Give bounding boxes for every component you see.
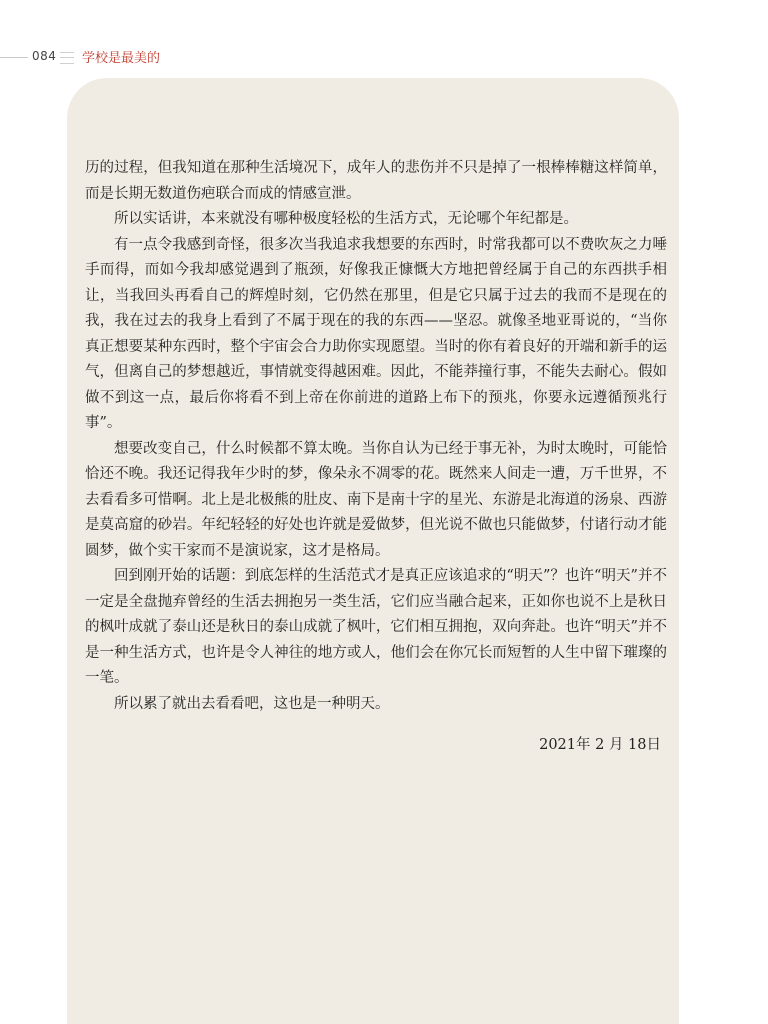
- header-decoration: [60, 52, 74, 64]
- paragraph-5: 回到刚开始的话题：到底怎样的生活范式才是真正应该追求的“明天”？也许“明天”并不一定是全盘抛弃曾经的生活去拥抱另一类生活，它们应当融合起来，正如你也说不上是秋日的枫叶成就了泰山还是秋日的泰山成就了枫叶，它们相互拥抱，双向奔赴。也许“明天”并不是一种生活方式，也许是令人神往的地方或人，他们会在你冗长而短暂的人生中留下璀璨的一笔。: [85, 568, 667, 686]
- book-title: 学校是最美的: [82, 51, 161, 66]
- paragraph-2: 所以实话讲，本来就没有哪种极度轻松的生活方式，无论哪个年纪都是。: [114, 211, 578, 227]
- page-header: [0, 46, 768, 70]
- article-body: [85, 156, 667, 759]
- paragraph-3: 有一点令我感到奇怪，很多次当我追求我想要的东西时，时常我都可以不费吹灰之力唾手而得，而如今我却感觉遇到了瓶颈，好像我正慷慨大方地把曾经属于自己的东西拱手相让，当我回头再看自己的辉煌时刻，它仍然在那里，但是它只属于过去的我而不是现在的我，我在过去的我身上看到了不属于现在的我的东西——坚忍。就像圣地亚哥说的，“当你真正想要某种东西时，整个宇宙会合力助你实现愿望。当时的你有着良好的开端和新手的运气，但离自己的梦想越近，事情就变得越困难。因此，不能莽撞行事，不能失去耐心。假如做不到这一点，最后你将看不到上帝在你前进的道路上布下的预兆，你要永远遵循预兆行事”。: [85, 236, 667, 431]
- paragraph-4: 想要改变自己，什么时候都不算太晚。当你自认为已经于事无补，为时太晚时，可能恰恰还不晚。我还记得我年少时的梦，像朵永不凋零的花。既然来人间走一遭，万千世界，不去看看多可惜啊。北上是北极熊的肚皮、南下是南十字的星光、东游是北海道的汤泉、西游是莫高窟的砂岩。年纪轻轻的好处也许就是爱做梦，但光说不做也只能做梦，付诸行动才能圆梦，做个实干家而不是演说家，这才是格局。: [85, 440, 667, 559]
- header-rule: [0, 57, 28, 58]
- paragraph-6: 所以累了就出去看看吧，这也是一种明天。: [114, 695, 390, 712]
- paragraph-1: 历的过程，但我知道在那种生活境况下，成年人的悲伤并不只是掉了一根棒棒糖这样简单，而是长期无数道伤疤联合而成的情感宣泄。: [85, 160, 667, 202]
- page-number: 084: [32, 49, 57, 63]
- article-date: 2021年 2 月 18日: [539, 737, 661, 753]
